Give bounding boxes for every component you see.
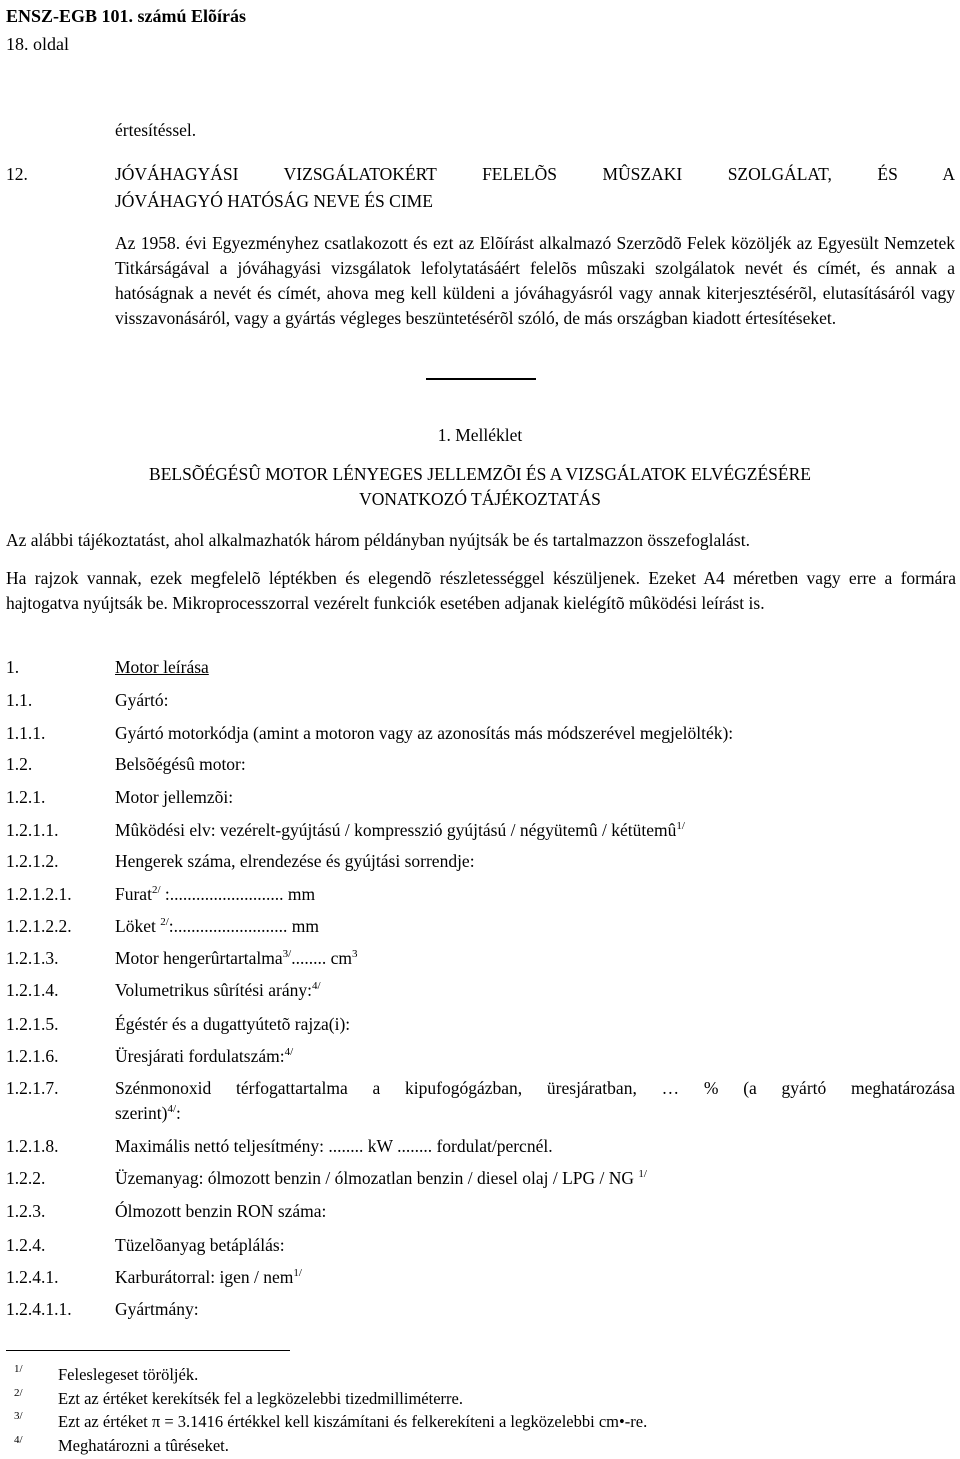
item-text (115, 1199, 955, 1224)
item-number: 1.2.1.1. (6, 820, 59, 840)
section-number: 12. (6, 164, 28, 184)
footnote-ref: 2/ (151, 884, 161, 896)
item-text-main: Motor leírása (115, 657, 209, 677)
footnote-text: Ezt az értéket kerekítsék fel a legközelebbi tizedmilliméterre. (58, 1389, 463, 1408)
annex-label: 1. Melléklet (437, 425, 523, 445)
item-text-main: Szénmonoxid térfogattartalma a kipufogógázban, üresjáratban, … % (a gyártó meghatározása (115, 1078, 955, 1098)
footnote-ref: 2/ (160, 916, 169, 928)
item-text-tail: :.......................... mm (160, 884, 316, 904)
item-number: 1.2.1.3. (6, 948, 59, 968)
annex-paragraph-2: Ha rajzok vannak, ezek megfelelõ léptékben és elegendõ részletességgel készüljenek. Ezeket A4 méretben vagy erre a formára hajtogatva nyújtsák be. Mikroprocesszorral vezérelt funkciók esetében adjanak kielégítõ mûködési leírást is. (6, 568, 956, 613)
item-number: 1.2.1.6. (6, 1046, 59, 1066)
item-number: 1.2.1. (6, 787, 46, 807)
footnote-ref: 4/ (167, 1103, 177, 1115)
continuation-text: értesítéssel. (115, 120, 197, 140)
annex-title-line2: VONATKOZÓ TÁJÉKOZTATÁS (359, 489, 601, 509)
item-number: 1.2.1.4. (6, 980, 59, 1000)
footnote-mark: 3/ (14, 1410, 23, 1422)
item-text-main: Gyártó: (115, 690, 169, 710)
footnote-text: Feleslegeset töröljék. (58, 1365, 199, 1384)
item-text (115, 1076, 955, 1126)
item-number: 1.2.3. (6, 1201, 46, 1221)
item-text (115, 1166, 955, 1191)
item-number: 1.2.1.5. (6, 1014, 59, 1034)
item-text (115, 978, 955, 1003)
item-text-main: Furat (115, 884, 152, 904)
item-text-main: Belsõégésû motor: (115, 754, 246, 774)
footnote-mark: 4/ (14, 1434, 23, 1446)
item-number: 1.2.1.2.1. (6, 884, 72, 904)
item-text-main: Üresjárati fordulatszám: (115, 1046, 285, 1066)
item-text-main: Mûködési elv: vezérelt-gyújtású / kompresszió gyújtású / négyütemû / kétütemû (115, 820, 677, 840)
item-text-main: Volumetrikus sûrítési arány: (115, 980, 313, 1000)
item-text-main: Karburátorral: igen / nem (115, 1267, 294, 1287)
item-text (115, 785, 955, 810)
item-text-main: Maximális nettó teljesítmény: ........ kW ........ fordulat/percnél. (115, 1136, 553, 1156)
item-text-main: Égéstér és a dugattyútetõ rajza(i): (115, 1014, 351, 1034)
footnote-ref: 1/ (293, 1267, 302, 1279)
item-number: 1.2.4.1.1. (6, 1299, 72, 1319)
item-number: 1.2. (6, 754, 33, 774)
annex-paragraph-1: Az alábbi tájékoztatást, ahol alkalmazhatók három példányban nyújtsák be és tartalmazzon összefoglalást. (6, 530, 750, 550)
item-number: 1.2.1.2. (6, 851, 59, 871)
footnote-ref: 1/ (638, 1168, 647, 1180)
item-text-main: Üzemanyag: ólmozott benzin / ólmozatlan benzin / diesel olaj / LPG / NG (115, 1168, 639, 1188)
footnote-mark: 1/ (14, 1363, 23, 1375)
item-number: 1.2.1.8. (6, 1136, 59, 1156)
item-text-main: Tüzelõanyag betáplálás: (115, 1235, 285, 1255)
item-number: 1.2.1.2.2. (6, 916, 72, 936)
item-text (115, 688, 955, 713)
item-text-main: Ólmozott benzin RON száma: (115, 1201, 327, 1221)
section-title-line1: JÓVÁHAGYÁSI VIZSGÁLATOKÉRT FELELÕS MÛSZAKI SZOLGÁLAT, ÉS A (115, 164, 955, 184)
document-title: ENSZ-EGB 101. számú Elõírás (6, 6, 247, 26)
item-number: 1.1. (6, 690, 33, 710)
item-text-tail: ........ cm (291, 948, 352, 968)
item-number: 1.2.1.7. (6, 1078, 59, 1098)
footnote-ref: 4/ (284, 1046, 294, 1058)
item-text (115, 914, 955, 939)
item-text-main: Gyártmány: (115, 1299, 199, 1319)
item-text (115, 849, 955, 874)
footnote-ref: 3/ (282, 948, 292, 960)
item-text (115, 1265, 955, 1290)
section-title-line2: JÓVÁHAGYÓ HATÓSÁG NEVE ÉS CIME (115, 191, 433, 211)
footnote-mark: 2/ (14, 1387, 23, 1399)
separator-line (426, 378, 536, 380)
item-text-main: Motor jellemzõi: (115, 787, 234, 807)
item-number: 1.1.1. (6, 723, 46, 743)
footnote-text: Ezt az értéket π = 3.1416 értékkel kell kiszámítani és felkerekíteni a legközelebbi cm•-re. (58, 1412, 648, 1431)
item-text-line2: szerint)$^{4/}$: (115, 1103, 181, 1123)
item-text (115, 752, 955, 777)
item-text (115, 1134, 955, 1159)
item-text (115, 1044, 955, 1069)
item-text (115, 818, 955, 843)
item-number: 1.2.2. (6, 1168, 46, 1188)
item-number: 1.2.4.1. (6, 1267, 59, 1287)
item-text (115, 721, 955, 746)
item-number: 1. (6, 657, 20, 677)
item-text (115, 882, 955, 907)
footnote-separator (6, 1350, 290, 1351)
item-text-main: Löket (115, 916, 161, 936)
footnote-text: Meghatározni a tûréseket. (58, 1436, 229, 1455)
item-text (115, 946, 955, 971)
item-text (115, 655, 955, 680)
section-12-body: Az 1958. évi Egyezményhez csatlakozott és ezt az Elõírást alkalmazó Szerzõdõ Felek közöljék az Egyesült Nemzetek Titkárságával a jóváhagyási vizsgálatok lefolytatásáért felelõs mûszaki szolgálatok nevét és címét, és annak a hatóságnak a nevét és címét, ahova meg kell küldeni a jóváhagyásról vagy annak kiterjesztésérõl, elutasításáról vagy visszavonásáról, vagy a gyártás végleges beszüntetésérõl szóló, de más országban kiadott értesítéseket. (115, 233, 955, 328)
page-number: 18. oldal (6, 34, 69, 54)
item-text-tail: :.......................... mm (168, 916, 319, 936)
item-number: 1.2.4. (6, 1235, 46, 1255)
item-text-main: Gyártó motorkódja (amint a motoron vagy az azonosítás más módszerével megjelölték): (115, 723, 734, 743)
page-header (6, 2, 246, 58)
item-text-main: Hengerek száma, elrendezése és gyújtási sorrendje: (115, 851, 475, 871)
annex-title-line1: BELSÕÉGÉSÛ MOTOR LÉNYEGES JELLEMZÕI ÉS A VIZSGÁLATOK ELVÉGZÉSÉRE (149, 464, 811, 484)
unit-exponent: 3 (351, 948, 358, 960)
item-text-main: Motor hengerûrtartalma (115, 948, 283, 968)
item-text (115, 1233, 955, 1258)
footnote-ref: 1/ (676, 820, 685, 832)
item-text (115, 1012, 955, 1037)
item-text (115, 1297, 955, 1322)
footnote-ref: 4/ (312, 980, 321, 992)
